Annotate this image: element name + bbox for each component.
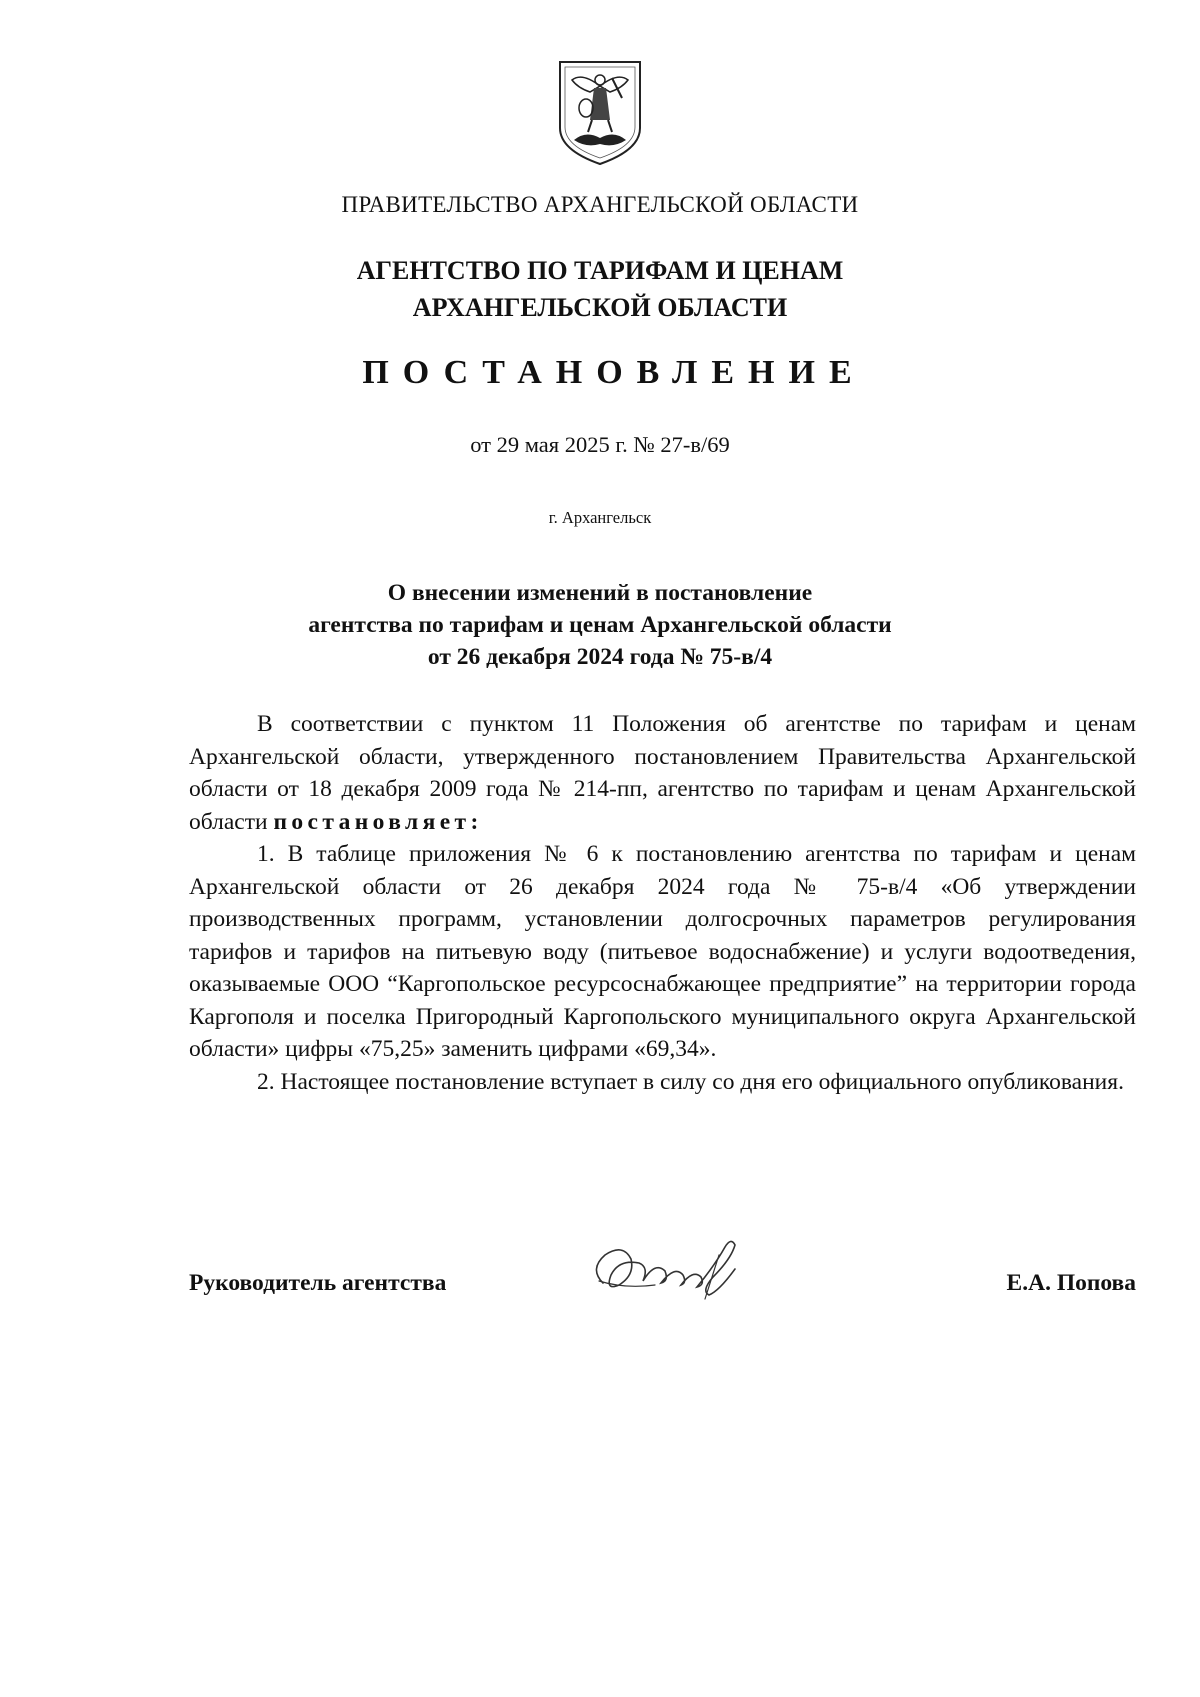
document-subject [0, 577, 1200, 673]
agency-title-line-1: АГЕНТСТВО ПО ТАРИФАМ И ЦЕНАМ [356, 256, 844, 285]
government-title: ПРАВИТЕЛЬСТВО АРХАНГЕЛЬСКОЙ ОБЛАСТИ [341, 192, 859, 217]
item-2-paragraph: 2. Настоящее постановление вступает в силу со дня его официального опубликования. [257, 1068, 1124, 1095]
document-body [189, 708, 1136, 1098]
signatory-name: Е.А. Попова [1006, 1270, 1136, 1296]
subject-line-1: О внесении изменений в постановление [387, 580, 813, 606]
agency-title [0, 252, 1200, 326]
handwritten-signature [585, 1225, 765, 1307]
subject-line-2: агентства по тарифам и ценам Архангельской области [308, 612, 892, 638]
preamble-text: В соответствии с пунктом 11 Положения об агентстве по тарифам и ценам Архангельской области, утвержденного постановлением Правительства Архангельской области от 18 декабря 2009 года № 214-пп, агентство по тарифам и ценам Архангельской области [189, 711, 1136, 835]
document-date-number: от 29 мая 2025 г. № 27-в/69 [470, 432, 730, 457]
coat-of-arms-icon [552, 58, 648, 168]
preamble-paragraph [189, 708, 1136, 838]
document-type: ПОСТАНОВЛЕНИЕ [362, 354, 866, 391]
item-1-paragraph: 1. В таблице приложения № 6 к постановлению агентства по тарифам и ценам Архангельской области от 26 декабря 2024 года № 75-в/4 «Об утверждении производственных программ, установлении долгосрочных параметров регулирования тарифов и тарифов на питьевую воду (питьевое водоснабжение) и услуги водоотведения, оказываемые ООО “Каргопольское ресурсоснабжающее предприятие” на территории города Каргополя и поселка Пригородный Каргопольского муниципального округа Архангельской области» цифры «75,25» заменить цифрами «69,34». [189, 841, 1136, 1062]
agency-title-line-2: АРХАНГЕЛЬСКОЙ ОБЛАСТИ [412, 293, 788, 322]
signatory-role: Руководитель агентства [189, 1270, 447, 1296]
decree-word: постановляет: [273, 808, 483, 835]
document-city: г. Архангельск [548, 508, 652, 527]
subject-line-3: от 26 декабря 2024 года № 75-в/4 [427, 644, 773, 670]
